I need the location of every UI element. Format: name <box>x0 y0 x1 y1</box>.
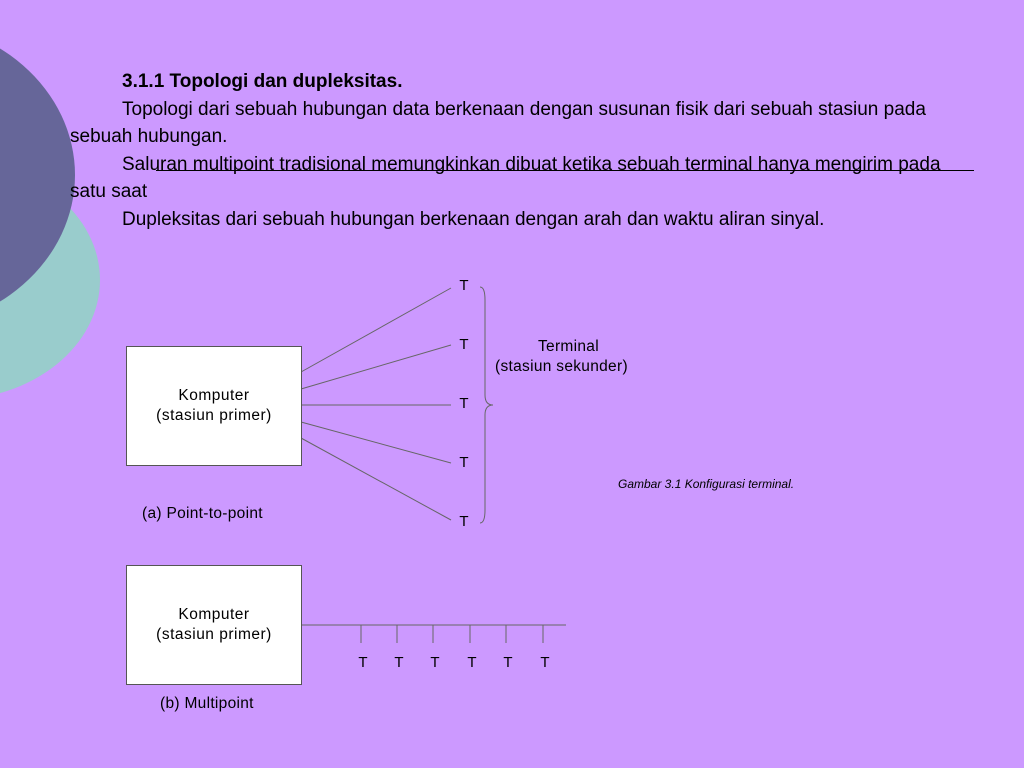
label-multipoint: (b) Multipoint <box>160 695 254 712</box>
computer-label-line1: Komputer <box>178 387 250 404</box>
paragraph-dupleksitas: Dupleksitas dari sebuah hubungan berkenaan dengan arah dan waktu aliran sinyal. <box>122 208 825 230</box>
figure-caption: Gambar 3.1 Konfigurasi terminal. <box>618 477 795 491</box>
terminal-brace <box>480 287 493 523</box>
computer-label-line2: (stasiun primer) <box>156 626 272 643</box>
link-line-1 <box>301 288 451 372</box>
terminal-label-a3: T <box>459 395 469 412</box>
paragraph-topologi: Topologi dari sebuah hubungan data berkenaan dengan susunan fisik dari sebuah stasiun pada sebuah hubungan. <box>70 98 926 147</box>
label-point-to-point: (a) Point-to-point <box>142 505 263 522</box>
paragraph-multipoint: Saluran multipoint tradisional memungkinkan dibuat ketika sebuah terminal hanya mengirim pada satu saat <box>70 153 941 202</box>
terminal-label-a4: T <box>459 454 469 471</box>
slide-heading: 3.1.1 Topologi dan dupleksitas. <box>122 71 403 92</box>
terminal-label-a5: T <box>459 513 469 530</box>
terminal-label-b2: T <box>394 654 404 671</box>
terminal-label-b3: T <box>430 654 440 671</box>
terminal-group-subtitle: (stasiun sekunder) <box>495 358 628 375</box>
computer-box-point-to-point <box>126 346 302 466</box>
terminal-group-title: Terminal <box>538 338 599 355</box>
terminal-label-a2: T <box>459 336 469 353</box>
computer-box-multipoint <box>126 565 302 685</box>
terminal-label-b5: T <box>503 654 513 671</box>
link-line-4 <box>301 422 451 463</box>
terminal-label-b4: T <box>467 654 477 671</box>
computer-label-line1: Komputer <box>178 606 250 623</box>
link-line-5 <box>301 438 451 520</box>
terminal-label-b1: T <box>358 654 368 671</box>
computer-label-line2: (stasiun primer) <box>156 407 272 424</box>
terminal-label-a1: T <box>459 277 469 294</box>
link-line-2 <box>301 345 451 389</box>
terminal-label-b6: T <box>540 654 550 671</box>
